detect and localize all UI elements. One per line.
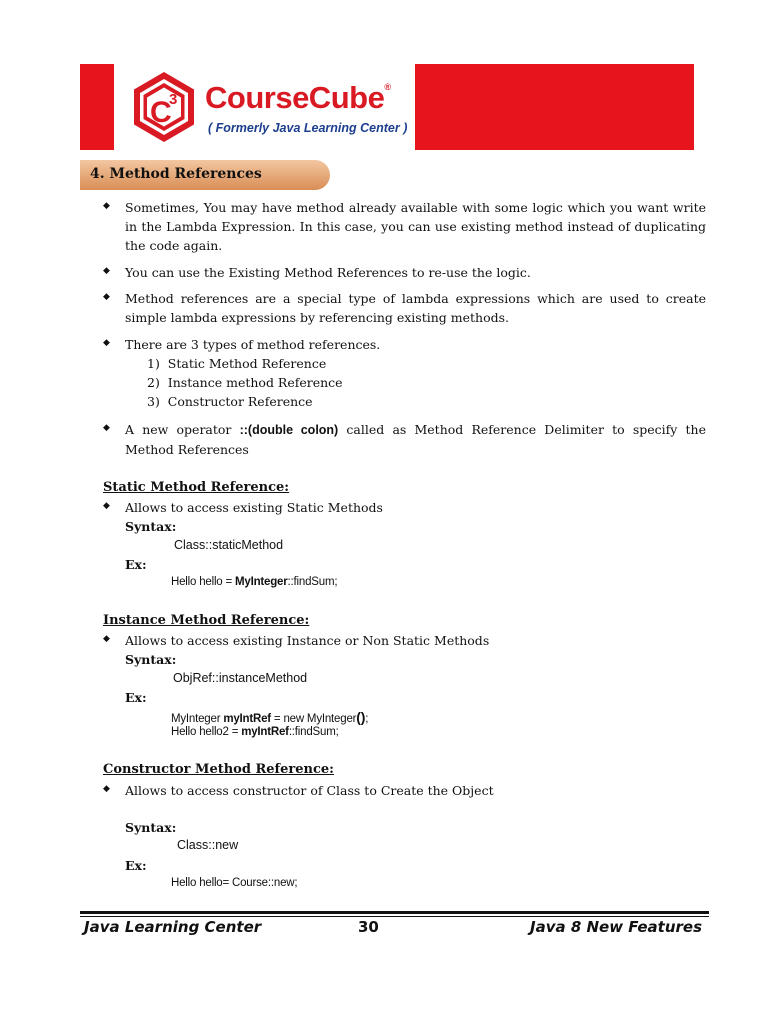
syntax-code: ObjRef::instanceMethod <box>173 671 308 685</box>
footer-left: Java Learning Center <box>84 918 262 936</box>
footer-rule <box>80 916 709 917</box>
example-label: Ex: <box>125 690 147 705</box>
diamond-bullet-icon: ◆ <box>103 292 110 302</box>
syntax-label: Syntax: <box>125 652 177 667</box>
footer-rule <box>80 911 709 914</box>
example-label: Ex: <box>125 557 147 572</box>
logo-power: 3 <box>169 91 178 108</box>
bullet-text: Method references are a special type of lambda expressions which are used to create simple lambda expressions by referencing existing methods. <box>125 291 706 325</box>
example-label: Ex: <box>125 858 147 873</box>
syntax-label: Syntax: <box>125 820 177 835</box>
section-title: 4. Method References <box>90 166 262 182</box>
diamond-bullet-icon: ◆ <box>103 201 110 211</box>
example-code: Hello hello = MyInteger::findSum; <box>171 576 338 588</box>
diamond-bullet-icon: ◆ <box>103 634 110 644</box>
page-number: 30 <box>358 918 379 936</box>
diamond-bullet-icon: ◆ <box>103 338 110 348</box>
bullet-text: There are 3 types of method references. <box>125 337 381 352</box>
brand-subtitle: ( Formerly Java Learning Center ) <box>208 121 408 135</box>
syntax-label: Syntax: <box>125 519 177 534</box>
registered-mark: ® <box>384 82 391 92</box>
diamond-bullet-icon: ◆ <box>103 266 110 276</box>
example-code: MyInteger myIntRef = new MyInteger(); <box>171 709 369 725</box>
example-code: Hello hello= Course::new; <box>171 877 298 889</box>
diamond-bullet-icon: ◆ <box>103 784 110 794</box>
bullet-text: You can use the Existing Method References to re-use the logic. <box>125 265 531 280</box>
list-item: 3) Constructor Reference <box>147 394 313 409</box>
syntax-code: Class::new <box>177 838 239 852</box>
syntax-code: Class::staticMethod <box>174 538 284 552</box>
example-code: Hello hello2 = myIntRef::findSum; <box>171 726 339 738</box>
static-ref-heading: Static Method Reference: <box>103 480 290 495</box>
footer-right: Java 8 New Features <box>530 918 703 936</box>
bullet-text: Allows to access existing Static Methods <box>125 500 383 515</box>
logo-symbol: C <box>150 96 172 129</box>
bullet-text: Sometimes, You may have method already available with some logic which you want write in the Lambda Expression. In this case, you can use existing method instead of duplicating the code again. <box>125 200 706 253</box>
diamond-bullet-icon: ◆ <box>103 501 110 511</box>
bullet-text: Allows to access existing Instance or Non Static Methods <box>125 633 490 648</box>
diamond-bullet-icon: ◆ <box>103 423 110 433</box>
brand-name: CourseCube® <box>205 80 391 115</box>
constructor-ref-heading: Constructor Method Reference: <box>103 762 334 777</box>
instance-ref-heading: Instance Method Reference: <box>103 613 310 628</box>
hexagon-logo-icon <box>126 69 202 145</box>
bullet-text: A new operator ::(double colon) called as Method Reference Delimiter to specify the Method References <box>125 422 707 457</box>
list-item: 1) Static Method Reference <box>147 356 327 371</box>
bullet-text: Allows to access constructor of Class to Create the Object <box>125 783 494 798</box>
list-item: 2) Instance method Reference <box>147 375 343 390</box>
